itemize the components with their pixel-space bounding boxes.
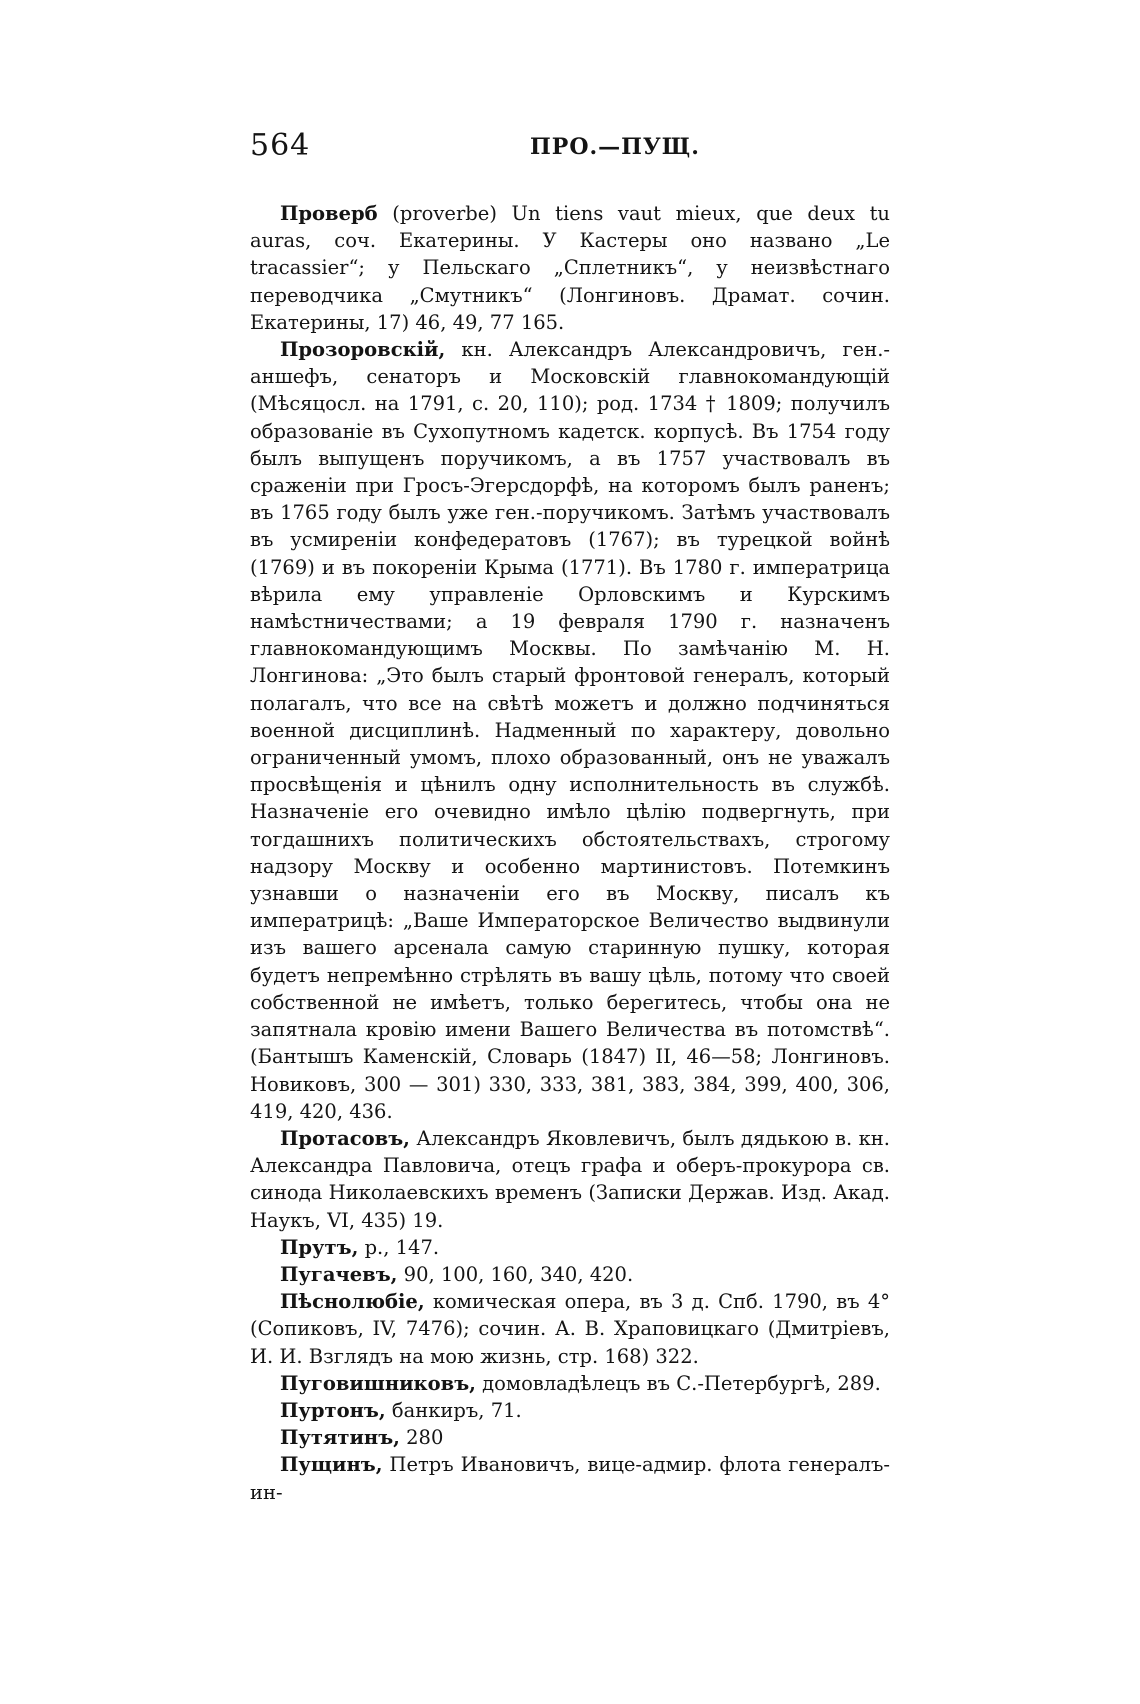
entry-headword: Прозоровскій, bbox=[280, 338, 446, 362]
entry-text: банкиръ, 71. bbox=[385, 1398, 522, 1422]
entry-headword: Проверб bbox=[280, 202, 378, 225]
entry-text: р., 147. bbox=[358, 1235, 440, 1259]
page-header bbox=[250, 128, 890, 172]
index-entry bbox=[250, 336, 890, 1125]
entry-headword: Пущинъ, bbox=[280, 1453, 383, 1477]
index-entry bbox=[250, 1397, 890, 1424]
index-entry bbox=[250, 1451, 890, 1505]
index-entry bbox=[250, 1424, 890, 1451]
entry-headword: Пуртонъ, bbox=[280, 1398, 386, 1422]
entry-text: Александръ Яковлевичъ, былъ дядькою в. кн. Александра Павловича, отецъ графа и оберъ-прокурора св. синода Николаевскихъ временъ (Записки Держав. Изд. Акад. Наукъ, VI, 435) 19. bbox=[250, 1126, 890, 1232]
entry-text: 280 bbox=[399, 1426, 444, 1450]
index-entry bbox=[250, 1234, 890, 1261]
entry-text: домовладѣлецъ въ С.-Петербургѣ, 289. bbox=[475, 1371, 881, 1395]
page-number: 564 bbox=[250, 128, 311, 163]
entry-headword: Прутъ, bbox=[280, 1235, 359, 1259]
index-entry bbox=[250, 200, 890, 336]
entry-text: (proverbe) Un tiens vaut mieux, que deux tu auras, соч. Екатерины. У Кастеры оно названо „Le tracassier“; у Пельскаго „Сплетникъ“, у неизвѣстнаго переводчика „Смутникъ“ (Лонгиновъ. Драмат. сочин. Екатерины, 17) 46, 49, 77 165. bbox=[250, 202, 890, 334]
entry-headword: Пѣснолюбіе, bbox=[280, 1290, 425, 1314]
index-entry bbox=[250, 1370, 890, 1397]
index-entry bbox=[250, 1125, 890, 1234]
entry-text: 90, 100, 160, 340, 420. bbox=[397, 1262, 634, 1286]
index-entry bbox=[250, 1261, 890, 1288]
running-head: ПРО.—ПУЩ. bbox=[530, 134, 700, 160]
entry-text: комическая опера, въ 3 д. Спб. 1790, въ 4° (Сопиковъ, IV, 7476); сочин. А. В. Храповицкаго (Дмитріевъ, И. И. Взглядъ на мою жизнь, стр. 168) 322. bbox=[250, 1290, 890, 1368]
index-text bbox=[250, 200, 890, 1506]
index-entry bbox=[250, 1288, 890, 1370]
entry-headword: Протасовъ, bbox=[280, 1126, 410, 1150]
entry-headword: Пугачевъ, bbox=[280, 1262, 398, 1286]
entry-headword: Пуговишниковъ, bbox=[280, 1371, 476, 1395]
entry-text: кн. Александръ Александровичъ, ген.-аншефъ, сенаторъ и Московскій главнокомандующій (Мѣсяцосл. на 1791, с. 20, 110); род. 1734 † 1809; получилъ образованіе въ Сухопутномъ кадетск. корпусѣ. Въ 1754 году былъ выпущенъ поручикомъ, а въ 1757 участвовалъ въ сраженіи при Гросъ-Эгерсдорфѣ, на которомъ былъ раненъ; въ 1765 году былъ уже ген.-поручикомъ. Затѣмъ участвовалъ въ усмиреніи конфедератовъ (1767); въ турецкой войнѣ (1769) и въ покореніи Крыма (1771). Въ 1780 г. императрица вѣрила ему управленіе Орловскимъ и Курскимъ намѣстничествами; а 19 февраля 1790 г. назначенъ главнокомандующимъ Москвы. По замѣчанію М. Н. Лонгинова: „Это былъ старый фронтовой генералъ, который полагалъ, что все на свѣтѣ можетъ и должно подчиняться военной дисциплинѣ. Надменный по характеру, довольно ограниченный умомъ, плохо образованный, онъ не уважалъ просвѣщенія и цѣнилъ одну исполнительность въ службѣ. Назначеніе его очевидно имѣло цѣлію подвергнуть, при тогдашнихъ политическихъ обстоятельствахъ, строгому надзору Москву и особенно мартинистовъ. Потемкинъ узнавши о назначеніи его въ Москву, писалъ къ императрицѣ: „Ваше Императорское Величество выдвинули изъ вашего арсенала самую старинную пушку, которая будетъ непремѣнно стрѣлять въ вашу цѣль, потому что своей собственной не имѣетъ, только берегитесь, чтобы она не запятнала кровію имени Вашего Величества въ потомствѣ“. (Бантышъ Каменскій, Словарь (1847) II, 46—58; Лонгиновъ. Новиковъ, 300 — 301) 330, 333, 381, 383, 384, 399, 400, 306, 419, 420, 436. bbox=[250, 338, 890, 1123]
entry-headword: Путятинъ, bbox=[280, 1426, 400, 1450]
entry-text: Петръ Ивановичъ, вице-адмир. флота генералъ-ин- bbox=[250, 1453, 890, 1504]
